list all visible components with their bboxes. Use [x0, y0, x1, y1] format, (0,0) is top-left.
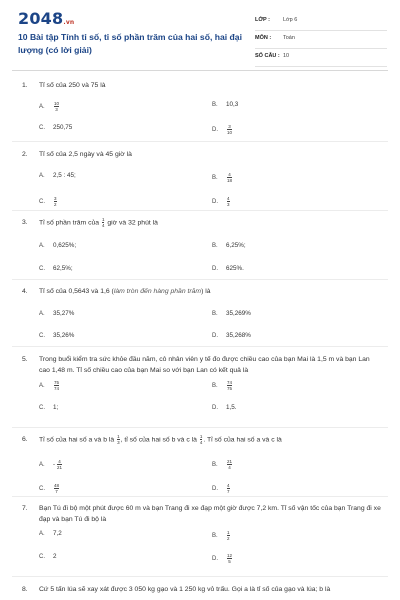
question-2	[22, 149, 382, 207]
option-d[interactable]	[212, 553, 233, 564]
meta-row-subject	[255, 32, 387, 49]
meta-label: LỚP :	[255, 17, 270, 23]
stem-part: Tỉ số của hai số a và b là	[39, 436, 115, 444]
fraction: $\frac{75}{74}$	[54, 380, 60, 391]
option-text: 625%.	[226, 265, 244, 273]
option-letter: D.	[212, 404, 218, 411]
option-b[interactable]	[212, 172, 233, 183]
question-number: 3.	[22, 219, 28, 226]
logo-suffix: .vn	[63, 19, 75, 26]
option-letter: D.	[212, 485, 218, 492]
option-text: 35,26%	[53, 332, 75, 339]
question-text	[39, 286, 382, 297]
option-d[interactable]	[212, 196, 231, 207]
option-letter: C.	[39, 485, 45, 492]
option-text: 2	[53, 553, 57, 560]
option-d[interactable]	[212, 332, 251, 339]
fraction: $\frac{1}{3}$	[117, 434, 120, 445]
question-number: 6.	[22, 436, 28, 443]
option-d[interactable]	[212, 483, 231, 494]
question-text	[39, 434, 382, 445]
option-a[interactable]	[39, 530, 62, 537]
option-letter: C.	[39, 124, 45, 131]
option-c[interactable]	[39, 196, 58, 207]
question-text: Trong buổi kiểm tra sức khỏe đầu năm, cô nhân viên y tế đo được chiều cao của bạn Mai là 1,5 m và bạn Lan cao 1,48 m. Tỉ số chiều cao của bạn Mai so với bạn Lan có kết quả là	[39, 356, 370, 374]
stem-part: . Tỉ số của hai số a và c là	[203, 436, 282, 444]
option-d[interactable]	[212, 124, 233, 135]
question-text: Tỉ số của 2,5 ngày và 45 giờ là	[39, 151, 132, 158]
question-number: 1.	[22, 82, 28, 89]
option-a[interactable]	[39, 310, 74, 317]
question-4	[22, 286, 382, 339]
meta-row-grade	[255, 14, 387, 31]
option-c[interactable]	[39, 332, 74, 339]
option-b[interactable]	[212, 459, 233, 470]
option-letter: B.	[212, 101, 218, 108]
question-text: Cứ 5 tấn lúa sẽ xay xát được 3 050 kg gạo và 1 250 kg vỏ trấu. Gọi a là tỉ số của gạo và lúa; b là	[39, 586, 331, 593]
stem-part: Tỉ số phần trăm của	[39, 219, 100, 227]
fraction: $\frac{4}{18}$	[227, 172, 233, 183]
option-letter: C.	[39, 553, 45, 560]
question-1	[22, 80, 382, 135]
fraction: $\frac{4}{7}$	[227, 483, 230, 495]
fraction: $\frac{1}{2}$	[227, 530, 230, 541]
question-divider	[12, 427, 388, 428]
question-text: Bạn Tú đi bộ một phút được 60 m và bạn Trang đi xe đạp một giờ được 7,2 km. Tỉ số vận tốc của bạn Trang đi xe đạp và bạn Tú đi bộ là	[39, 505, 381, 523]
question-number: 4.	[22, 288, 28, 295]
option-text: 250,75	[53, 124, 73, 131]
question-6	[22, 434, 382, 495]
option-text: 35,27%	[53, 310, 75, 317]
meta-label: SỐ CÂU :	[255, 53, 280, 59]
option-letter: D.	[212, 126, 218, 133]
option-text: 10,3	[226, 101, 239, 108]
page-header	[0, 0, 400, 66]
document-title: 10 Bài tập Tính tỉ số, tỉ số phần trăm của hai số, hai đại lượng (có lời giải)	[18, 32, 242, 55]
document-meta	[255, 14, 387, 68]
option-c[interactable]	[39, 124, 72, 131]
option-letter: D.	[212, 555, 218, 562]
option-letter: A.	[39, 461, 45, 468]
question-divider	[12, 279, 388, 280]
option-letter: B.	[212, 382, 218, 389]
option-b[interactable]	[212, 380, 233, 391]
option-c[interactable]	[39, 553, 57, 560]
question-stem	[22, 434, 382, 445]
stem-note: làm tròn đến hàng phần trăm	[113, 288, 202, 295]
option-text: 7,2	[53, 530, 62, 537]
option-letter: C.	[39, 265, 45, 272]
question-number: 5.	[22, 356, 28, 363]
fraction: $\frac{21}{4}$	[227, 459, 233, 471]
fraction: $\frac{1}{4}$	[101, 217, 105, 228]
option-a[interactable]	[39, 242, 76, 249]
option-c[interactable]	[39, 265, 73, 272]
option-a[interactable]	[39, 380, 60, 391]
fraction: $\frac{10}{3}$	[54, 101, 60, 112]
option-letter: A.	[39, 382, 45, 389]
option-b[interactable]	[212, 530, 231, 541]
question-stem	[22, 584, 382, 595]
option-letter: B.	[212, 174, 218, 181]
option-text: 6,25%;	[226, 242, 246, 250]
option-letter: A.	[39, 310, 45, 317]
fraction: $\frac{74}{75}$	[227, 380, 233, 391]
logo-text: 2048	[18, 9, 64, 28]
question-text: Tỉ số của 250 và 75 là	[39, 82, 106, 89]
stem-part: ) là	[201, 288, 211, 295]
question-stem	[22, 503, 382, 525]
option-letter: D.	[212, 198, 218, 205]
question-5	[22, 354, 382, 411]
fraction: $\frac{1}{4}$	[199, 434, 203, 445]
stem-part: giờ và 32 phút là	[107, 219, 158, 227]
question-7	[22, 503, 382, 564]
question-divider	[12, 210, 388, 211]
option-text: 62,5%;	[53, 265, 73, 273]
option-text: 1;	[53, 404, 59, 411]
option-letter: C.	[39, 404, 45, 411]
option-c[interactable]	[39, 483, 60, 494]
header-divider	[12, 70, 388, 71]
option-text: 1,5.	[226, 404, 237, 411]
meta-value: 10	[283, 53, 290, 59]
meta-label: MÔN :	[255, 35, 272, 41]
option-b[interactable]	[212, 242, 246, 249]
option-d[interactable]	[212, 265, 244, 272]
option-letter: B.	[212, 242, 218, 249]
question-number: 8.	[22, 586, 28, 593]
question-text	[39, 217, 382, 228]
option-letter: B.	[212, 461, 218, 468]
option-letter: A.	[39, 172, 45, 179]
option-a[interactable]	[39, 101, 60, 112]
option-letter: A.	[39, 242, 45, 249]
option-text: 2,5 : 45;	[53, 172, 76, 179]
meta-value: Toán	[283, 35, 295, 41]
question-3	[22, 217, 382, 273]
stem-part: Tỉ số của 0,5643 và 1,6 (	[39, 288, 114, 295]
question-stem	[22, 80, 382, 91]
question-8	[22, 584, 382, 595]
fraction: $\frac{48}{7}$	[54, 483, 60, 495]
option-c[interactable]	[39, 404, 58, 411]
meta-row-count	[255, 50, 387, 67]
option-a[interactable]	[39, 172, 76, 179]
option-b[interactable]	[212, 310, 251, 317]
question-divider	[12, 576, 388, 577]
question-stem	[22, 354, 382, 376]
fraction: $\frac{12}{5}$	[227, 553, 233, 564]
option-letter: C.	[39, 332, 45, 339]
option-b[interactable]	[212, 101, 238, 108]
option-letter: C.	[39, 198, 45, 205]
question-number: 7.	[22, 505, 28, 512]
option-letter: D.	[212, 265, 218, 272]
question-divider	[12, 496, 388, 497]
option-letter: A.	[39, 103, 45, 110]
option-letter: B.	[212, 532, 218, 539]
question-divider	[12, 141, 388, 142]
site-logo[interactable]	[18, 9, 74, 28]
option-letter: B.	[212, 310, 218, 317]
fraction: $\frac{4}{21}$	[57, 459, 63, 471]
option-letter: D.	[212, 332, 218, 339]
fraction: $\frac{3}{2}$	[54, 196, 57, 207]
meta-value: Lớp 6	[283, 17, 298, 23]
option-text: 35,268%	[226, 332, 251, 339]
option-text: 0,625%;	[53, 242, 77, 250]
option-letter: A.	[39, 530, 45, 537]
question-divider	[12, 346, 388, 347]
option-a[interactable]: A. - $\frac{4}{21}$	[39, 459, 63, 471]
question-stem	[22, 217, 382, 228]
question-number: 2.	[22, 151, 28, 158]
option-d[interactable]	[212, 404, 237, 411]
fraction: $\frac{3}{10}$	[227, 124, 233, 135]
stem-part: , tỉ số của hai số b và c là	[120, 436, 197, 444]
option-text: 35,269%	[226, 310, 251, 317]
fraction: $\frac{4}{3}$	[227, 196, 230, 207]
question-stem	[22, 149, 382, 160]
question-stem	[22, 286, 382, 297]
